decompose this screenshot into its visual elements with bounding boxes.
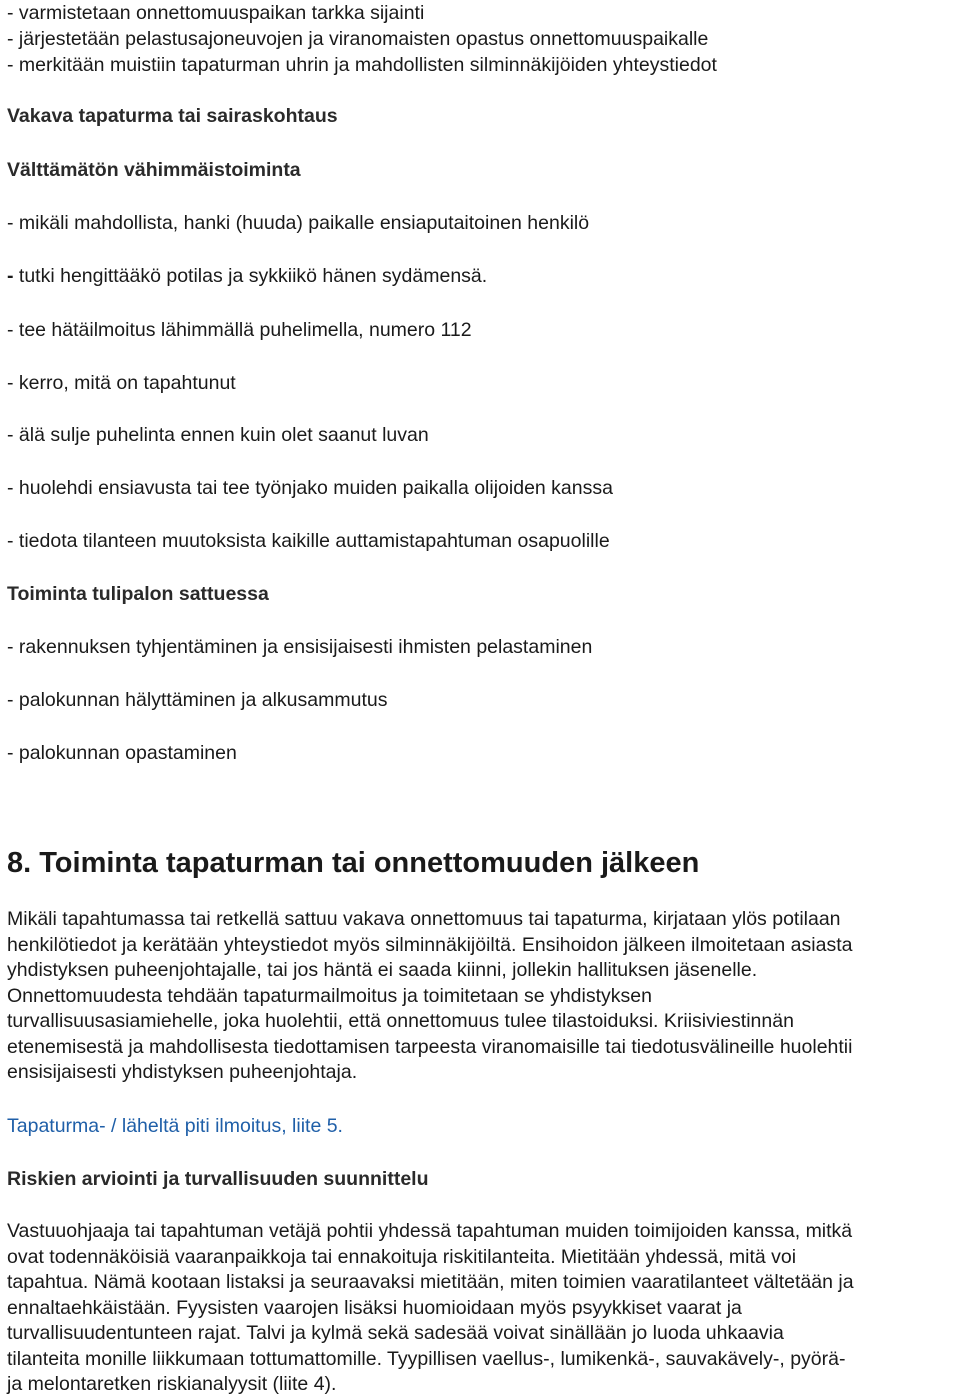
appendix-link[interactable]: Tapaturma- / läheltä piti ilmoitus, liite 5. bbox=[7, 1115, 343, 1137]
list-item: - järjestetään pelastusajoneuvojen ja viranomaisten opastus onnettomuuspaikalle bbox=[7, 28, 709, 50]
paragraph-line: tilanteita monille liikkumaan tottumattomille. Tyypillisen vaellus-, lumikenkä-, sauvakävely-, pyörä- bbox=[7, 1347, 846, 1370]
list-item: - kerro, mitä on tapahtunut bbox=[7, 372, 236, 394]
list-item: - mikäli mahdollista, hanki (huuda) paikalle ensiaputaitoinen henkilö bbox=[7, 212, 590, 234]
section-heading: Toiminta tulipalon sattuessa bbox=[7, 583, 269, 605]
section-subheading: Välttämätön vähimmäistoiminta bbox=[7, 159, 301, 181]
list-item: - varmistetaan onnettomuuspaikan tarkka sijainti bbox=[7, 2, 425, 24]
list-item: - rakennuksen tyhjentäminen ja ensisijaisesti ihmisten pelastaminen bbox=[7, 636, 593, 658]
list-item: - merkitään muistiin tapaturman uhrin ja mahdollisten silminnäkijöiden yhteystiedot bbox=[7, 54, 717, 76]
paragraph-line: henkilötiedot ja kerätään yhteystiedot myös silminnäkijöiltä. Ensihoidon jälkeen ilmoitetaan asiasta bbox=[7, 933, 853, 956]
paragraph bbox=[7, 907, 959, 1086]
paragraph-line: etenemisestä ja mahdollisesta tiedottamisen tarpeesta viranomaisille tai tiedotusvälineille huolehtii bbox=[7, 1035, 853, 1058]
paragraph bbox=[7, 1219, 959, 1398]
paragraph-line: tapahtua. Nämä kootaan listaksi ja seuraavaksi mietitään, miten toimien vaaratilanteet vältetään ja bbox=[7, 1271, 854, 1293]
paragraph-line: turvallisuusasiamiehelle, joka huolehtii, että onnettomuus tulee tilastoiduksi. Kriisiviestinnän bbox=[7, 1010, 794, 1032]
paragraph-line: ensisijaisesti yhdistyksen puheenjohtaja. bbox=[7, 1061, 358, 1083]
list-item bbox=[7, 264, 487, 288]
paragraph-line: Onnettomuudesta tehdään tapaturmailmoitus ja toimitetaan se yhdistyksen bbox=[7, 984, 652, 1007]
paragraph-line: yhdistyksen puheenjohtajalle, tai jos häntä ei saada kiinni, jollekin hallituksen jäsenelle. bbox=[7, 959, 758, 981]
paragraph-line: Mikäli tapahtumassa tai retkellä sattuu vakava onnettomuus tai tapaturma, kirjataan ylös potilaan bbox=[7, 908, 841, 930]
list-item: - tiedota tilanteen muutoksista kaikille auttamistapahtuman osapuolille bbox=[7, 530, 610, 552]
paragraph-line: turvallisuudentunteen rajat. Talvi ja kylmä sekä sadesää voivat sinällään jo luoda uhkaavia bbox=[7, 1322, 784, 1344]
list-item: - huolehdi ensiavusta tai tee työnjako muiden paikalla olijoiden kanssa bbox=[7, 477, 613, 499]
list-item: - älä sulje puhelinta ennen kuin olet saanut luvan bbox=[7, 424, 429, 446]
paragraph-line: ja melontaretken riskianalyysit (liite 4). bbox=[7, 1373, 337, 1395]
list-item: - palokunnan opastaminen bbox=[7, 742, 237, 764]
paragraph-line: ovat todennäköisiä vaaranpaikkoja tai ennakoituja riskitilanteita. Mietitään yhdessä, mitä voi bbox=[7, 1245, 797, 1268]
list-item: - palokunnan hälyttäminen ja alkusammutus bbox=[7, 689, 388, 711]
section-heading: Riskien arviointi ja turvallisuuden suunnittelu bbox=[7, 1168, 429, 1190]
chapter-heading: 8. Toiminta tapaturman tai onnettomuuden jälkeen bbox=[7, 847, 700, 879]
list-item: - tee hätäilmoitus lähimmällä puhelimella, numero 112 bbox=[7, 319, 472, 341]
bold-dash: - bbox=[7, 265, 14, 287]
list-item-text: tutki hengittääkö potilas ja sykkiikö hänen sydämensä. bbox=[18, 265, 488, 287]
paragraph-line: Vastuuohjaaja tai tapahtuman vetäjä pohtii yhdessä tapahtuman muiden toimijoiden kanssa, mitkä bbox=[7, 1220, 853, 1242]
section-heading: Vakava tapaturma tai sairaskohtaus bbox=[7, 105, 338, 127]
paragraph-line: ennaltaehkäistään. Fyysisten vaarojen lisäksi huomioidaan myös psyykkiset vaarat ja bbox=[7, 1296, 742, 1319]
